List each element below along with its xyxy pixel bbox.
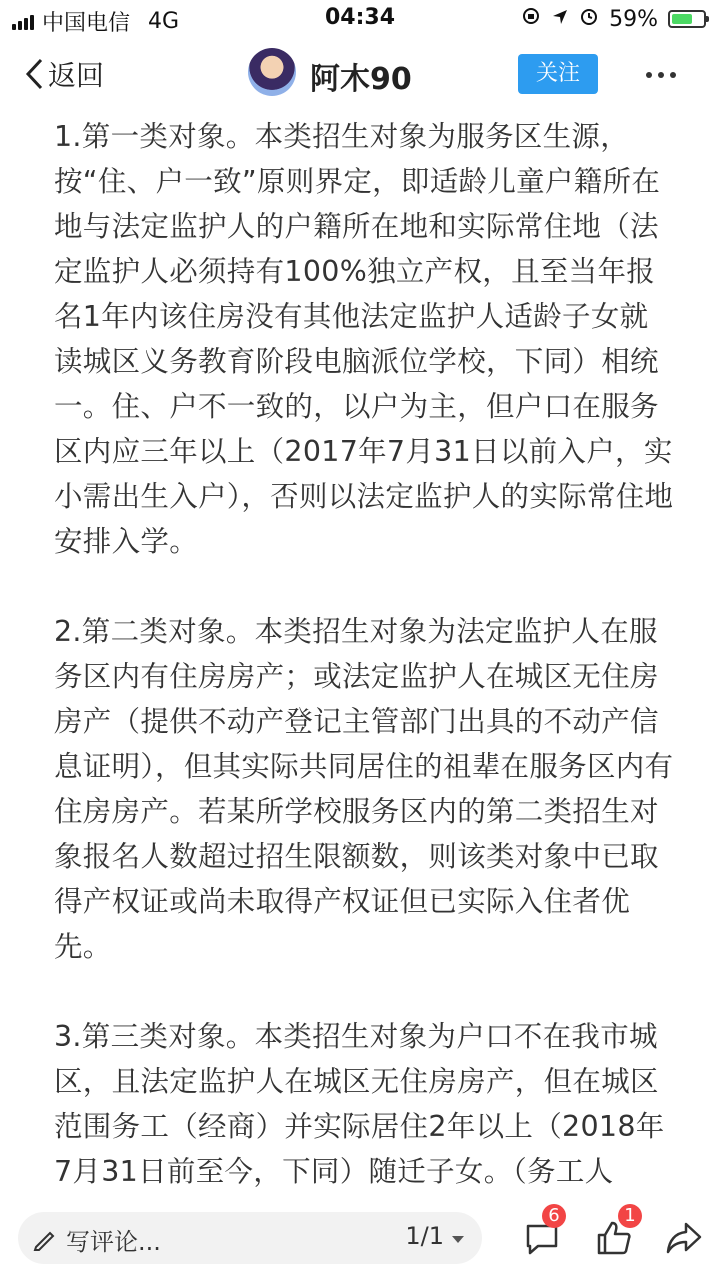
clock: 04:34 bbox=[324, 5, 396, 30]
alarm-icon bbox=[579, 6, 599, 32]
location-icon bbox=[551, 7, 569, 32]
chevron-left-icon bbox=[24, 57, 44, 91]
back-label: 返回 bbox=[48, 59, 105, 92]
comment-button[interactable] bbox=[522, 1205, 562, 1262]
more-icon[interactable] bbox=[646, 72, 676, 78]
username[interactable]: 阿木90 bbox=[310, 62, 412, 97]
caret-down-icon[interactable] bbox=[452, 1236, 464, 1243]
nav-bar bbox=[0, 40, 720, 112]
pen-icon bbox=[32, 1226, 58, 1252]
comment-count-badge: 6 bbox=[542, 1204, 566, 1228]
article-body bbox=[54, 114, 674, 1194]
back-button[interactable] bbox=[24, 54, 104, 94]
like-button[interactable] bbox=[594, 1205, 636, 1262]
battery-icon bbox=[668, 10, 706, 28]
avatar[interactable] bbox=[248, 48, 296, 96]
comment-input[interactable] bbox=[18, 1212, 482, 1264]
share-button[interactable] bbox=[664, 1218, 704, 1262]
bottom-bar bbox=[0, 1198, 720, 1280]
network-label: 4G bbox=[148, 9, 180, 34]
paragraph: 1.第一类对象。本类招生对象为服务区生源，按“住、户一致”原则界定，即适龄儿童户籍所在地与法定监护人的户籍所在地和实际常住地（法定监护人必须持有100%独立产权，且至当年报名1年内该住房没有其他法定监护人适龄子女就读城区义务教育阶段电脑派位学校，下同）相统一。住、户不一致的，以户为主，但户口在服务区内应三年以上（2017年7月31日以前入户，实小需出生入户），否则以法定监护人的实际常住地安排入学。 bbox=[54, 120, 674, 558]
follow-button[interactable]: 关注 bbox=[518, 54, 598, 94]
share-icon bbox=[664, 1218, 704, 1258]
battery-percent: 59% bbox=[609, 6, 658, 32]
like-count-badge: 1 bbox=[618, 1204, 642, 1228]
paragraph: 3.第三类对象。本类招生对象为户口不在我市城区，且法定监护人在城区无住房房产，但在城区范围务工（经商）并实际居住2年以上（2018年7月31日前至今，下同）随迁子女。（务工人 bbox=[54, 1020, 665, 1188]
rotation-lock-icon bbox=[521, 6, 541, 32]
page-indicator[interactable]: 1/1 bbox=[405, 1222, 444, 1250]
carrier-label: 中国电信 bbox=[42, 11, 131, 36]
paragraph: 2.第二类对象。本类招生对象为法定监护人在服务区内有住房房产；或法定监护人在城区无住房房产（提供不动产登记主管部门出具的不动产信息证明），但其实际共同居住的祖辈在服务区内有住房房产。若某所学校服务区内的第二类招生对象报名人数超过招生限额数，则该类对象中已取得产权证或尚未取得产权证但已实际入住者优先。 bbox=[54, 615, 674, 963]
status-bar bbox=[0, 0, 720, 36]
comment-placeholder: 写评论... bbox=[66, 1228, 161, 1256]
